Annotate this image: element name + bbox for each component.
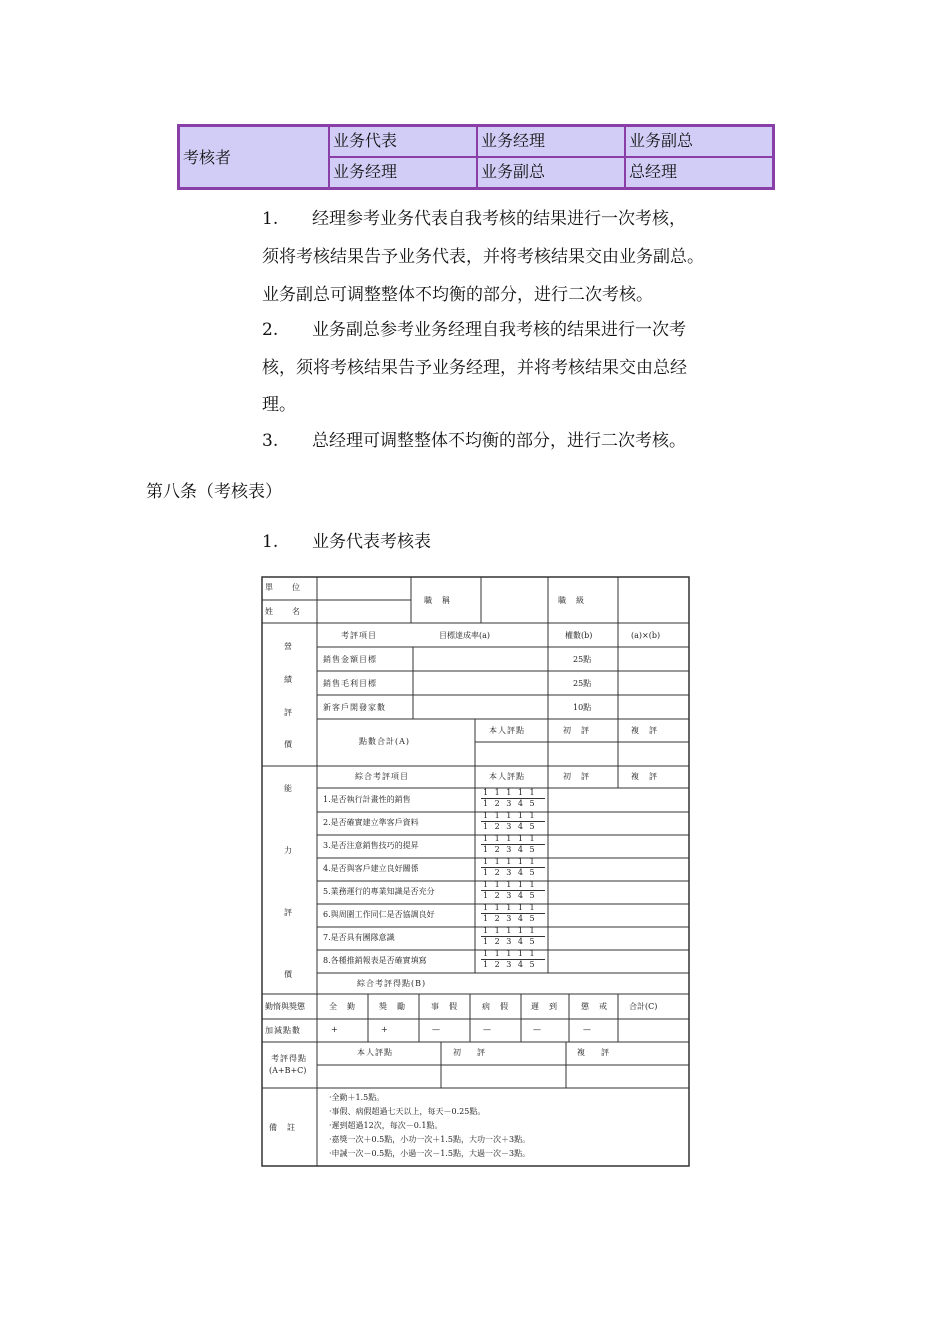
step-2-line-1: 业务副总参考业务经理自我考核的结果进行一次考 [312, 320, 686, 340]
step-3-line-1: 总经理可调整整体不均衡的部分，进行二次考核。 [312, 431, 686, 451]
ability-total-label: 綜合考評得點(B) [357, 979, 427, 988]
perf-weight-2: 25點 [573, 679, 592, 688]
rating-scale-top: 1 1 1 1 1 [483, 926, 537, 935]
rating-scale-top: 1 1 1 1 1 [483, 788, 537, 797]
remark-label: 備 註 [269, 1123, 296, 1132]
perf-side-4: 價 [284, 740, 293, 749]
attendance-total: 合計(C) [629, 1002, 658, 1011]
reviewer-row2-col2: 业务副总 [477, 157, 625, 188]
rating-scale-bottom: 1 2 3 4 5 [483, 891, 537, 900]
job-grade-label: 職 級 [558, 596, 585, 605]
perf-first-eval: 初 評 [563, 726, 590, 735]
perf-side-1: 營 [284, 642, 293, 651]
reviewer-row1-col2: 业务经理 [477, 126, 625, 157]
perf-side-2: 績 [284, 675, 293, 684]
step-1-number: 1. [262, 209, 279, 229]
perf-header-rate: 目標達成率(a) [439, 631, 491, 640]
reviewer-row2-col1: 业务经理 [329, 157, 477, 188]
step-1-line-2: 须将考核结果告予业务代表，并将考核结果交由业务副总。 [262, 247, 704, 267]
job-title-label: 職 稱 [424, 596, 451, 605]
score-second-eval: 複 評 [577, 1048, 613, 1057]
attendance-late: 遲 到 [531, 1002, 558, 1011]
ability-item-8: 8.各種推銷報表是否確實填寫 [323, 956, 427, 965]
adjust-sign-2: + [381, 1025, 388, 1034]
rating-scale-top: 1 1 1 1 1 [483, 903, 537, 912]
reviewer-row1-col3: 业务副总 [625, 126, 773, 157]
remark-2: ·事假、病假超過七天以上，每天－0.25點。 [329, 1107, 486, 1116]
points-total-label: 點數合計(A) [359, 737, 411, 746]
adjust-sign-5: — [533, 1025, 541, 1034]
ability-side-4: 價 [284, 970, 293, 979]
ability-item-4: 4.是否與客戶建立良好關係 [323, 864, 419, 873]
reviewer-table [177, 124, 775, 190]
attendance-personal-leave: 事 假 [431, 1002, 458, 1011]
perf-item-1: 銷售金額目標 [323, 655, 377, 664]
rating-scale-bottom: 1 2 3 4 5 [483, 868, 537, 877]
score-self-eval: 本人評點 [357, 1048, 393, 1057]
ability-side-1: 能 [284, 784, 293, 793]
attendance-label: 勤惰與獎懲 [265, 1002, 305, 1011]
perf-header-product: (a)×(b) [631, 631, 661, 640]
perf-item-3: 新客戶開發家數 [323, 703, 386, 712]
adjust-sign-1: + [331, 1025, 338, 1034]
adjust-label: 加減點數 [265, 1026, 301, 1035]
ability-header: 綜合考評項目 [355, 772, 409, 781]
remark-4: ·嘉獎一次＋0.5點，小功一次＋1.5點，大功一次＋3點。 [329, 1135, 531, 1144]
ability-self-eval: 本人評點 [489, 772, 525, 781]
reviewer-row1-col1: 业务代表 [329, 126, 477, 157]
ability-item-1: 1.是否執行計畫性的銷售 [323, 795, 411, 804]
form-intro-number: 1. [262, 532, 279, 552]
ability-second-eval: 複 評 [631, 772, 658, 781]
score-formula: (A+B+C) [269, 1066, 307, 1075]
step-1-line-1: 经理参考业务代表自我考核的结果进行一次考核， [312, 209, 686, 229]
adjust-sign-3: — [432, 1025, 440, 1034]
evaluation-form [261, 576, 690, 1167]
perf-second-eval: 複 評 [631, 726, 658, 735]
section-title: 第八条（考核表） [146, 482, 282, 502]
adjust-sign-6: — [583, 1025, 591, 1034]
ability-item-7: 7.是否具有團隊意識 [323, 933, 395, 942]
adjust-sign-4: — [483, 1025, 491, 1034]
rating-scale-top: 1 1 1 1 1 [483, 834, 537, 843]
ability-side-3: 評 [284, 908, 293, 917]
perf-weight-1: 25點 [573, 655, 592, 664]
rating-scale-top: 1 1 1 1 1 [483, 949, 537, 958]
ability-item-6: 6.與周圍工作同仁是否協調良好 [323, 910, 435, 919]
remark-1: ·全勤＋1.5點。 [329, 1093, 385, 1102]
ability-first-eval: 初 評 [563, 772, 590, 781]
ability-side-2: 力 [284, 846, 293, 855]
ability-item-3: 3.是否注意銷售技巧的提昇 [323, 841, 419, 850]
score-label: 考評得點 [271, 1054, 307, 1063]
attendance-sick-leave: 病 假 [482, 1002, 509, 1011]
step-3-number: 3. [262, 431, 279, 451]
attendance-reward: 獎 勵 [379, 1002, 406, 1011]
form-intro-title: 业务代表考核表 [312, 532, 431, 552]
rating-scale-bottom: 1 2 3 4 5 [483, 914, 537, 923]
ability-item-2: 2.是否確實建立準客戶資料 [323, 818, 419, 827]
step-1-line-3: 业务副总可调整整体不均衡的部分，进行二次考核。 [262, 285, 653, 305]
reviewer-header: 考核者 [179, 126, 329, 188]
step-2-number: 2. [262, 320, 279, 340]
ability-item-5: 5.業務運行的專業知識是否充分 [323, 887, 435, 896]
attendance-full: 全 勤 [329, 1002, 356, 1011]
unit-label: 單 位 [265, 583, 301, 592]
score-first-eval: 初 評 [453, 1048, 489, 1057]
remark-3: ·遲到超過12次，每次－0.1點。 [329, 1121, 443, 1130]
perf-header-weight: 權數(b) [565, 631, 593, 640]
step-2-line-3: 理。 [262, 395, 296, 415]
remark-5: ·申誡一次－0.5點，小過一次－1.5點，大過一次－3點。 [329, 1149, 531, 1158]
rating-scale-bottom: 1 2 3 4 5 [483, 960, 537, 969]
step-2-line-2: 核，须将考核结果告予业务经理，并将考核结果交由总经 [262, 358, 687, 378]
name-label: 姓 名 [265, 607, 301, 616]
rating-scale-bottom: 1 2 3 4 5 [483, 822, 537, 831]
perf-item-2: 銷售毛利目標 [323, 679, 377, 688]
rating-scale-bottom: 1 2 3 4 5 [483, 937, 537, 946]
attendance-penalty: 懲 戒 [581, 1002, 608, 1011]
perf-side-3: 評 [284, 708, 293, 717]
rating-scale-bottom: 1 2 3 4 5 [483, 845, 537, 854]
rating-scale-top: 1 1 1 1 1 [483, 811, 537, 820]
perf-self-eval: 本人評點 [489, 726, 525, 735]
rating-scale-top: 1 1 1 1 1 [483, 880, 537, 889]
perf-weight-3: 10點 [573, 703, 592, 712]
rating-scale-top: 1 1 1 1 1 [483, 857, 537, 866]
rating-scale-bottom: 1 2 3 4 5 [483, 799, 537, 808]
perf-header-item: 考評項目 [341, 631, 377, 640]
reviewer-row2-col3: 总经理 [625, 157, 773, 188]
